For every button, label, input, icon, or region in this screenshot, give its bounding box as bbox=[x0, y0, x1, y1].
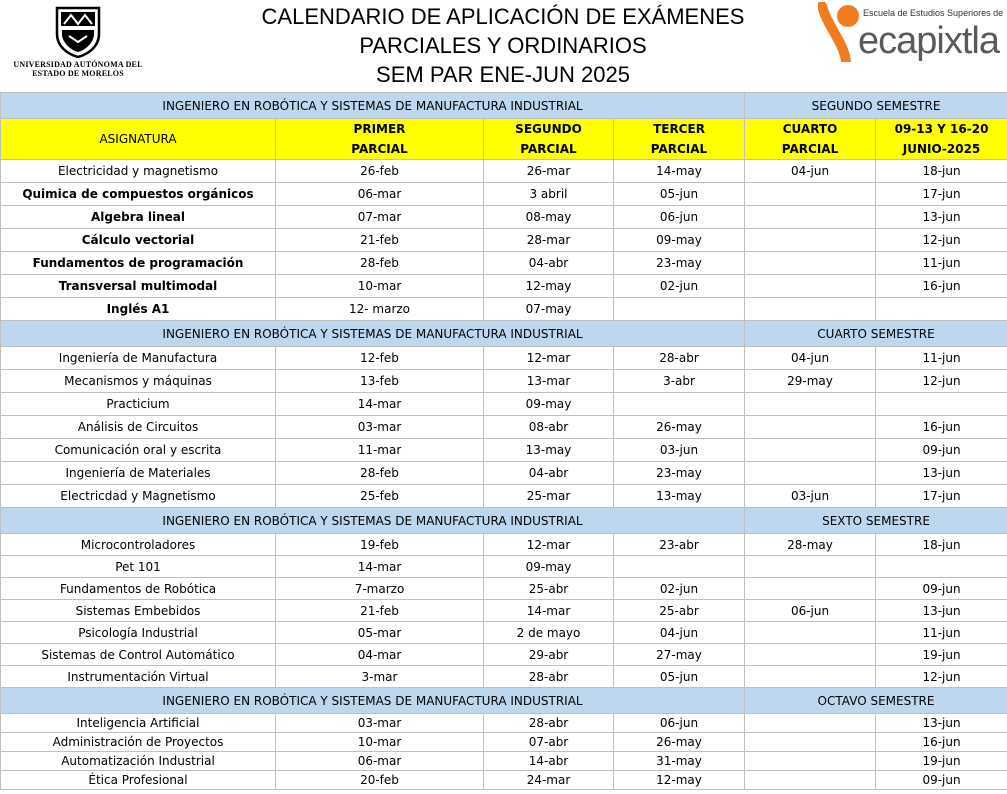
primer-parcial-cell: 12-feb bbox=[276, 347, 484, 370]
ordinario-cell: 13-jun bbox=[876, 462, 1007, 485]
school-name: ecapixtla bbox=[858, 20, 999, 62]
subject-cell: Instrumentación Virtual bbox=[1, 666, 276, 688]
tercer-parcial-cell: 05-jun bbox=[614, 183, 745, 206]
column-header-line: PARCIAL bbox=[520, 142, 577, 156]
ordinario-cell: 16-jun bbox=[876, 416, 1007, 439]
cuarto-parcial-cell bbox=[745, 578, 876, 600]
primer-parcial-cell: 07-mar bbox=[276, 206, 484, 229]
cuarto-parcial-cell: 06-jun bbox=[745, 600, 876, 622]
cuarto-parcial-cell: 04-jun bbox=[745, 160, 876, 183]
university-name-line: ESTADO DE MORELOS bbox=[32, 69, 124, 78]
segundo-parcial-cell: 12-may bbox=[484, 275, 614, 298]
tercer-parcial-cell: 02-jun bbox=[614, 275, 745, 298]
cuarto-parcial-cell bbox=[745, 622, 876, 644]
semester-label: CUARTO SEMESTRE bbox=[745, 321, 1007, 347]
table-row bbox=[1, 416, 1007, 439]
segundo-parcial-cell: 12-mar bbox=[484, 534, 614, 556]
ordinario-cell: 18-jun bbox=[876, 160, 1007, 183]
segundo-parcial-cell: 04-abr bbox=[484, 252, 614, 275]
ordinario-cell: 12-jun bbox=[876, 666, 1007, 688]
segundo-parcial-cell: 3 abril bbox=[484, 183, 614, 206]
cuarto-parcial-cell bbox=[745, 229, 876, 252]
column-header-asignatura: ASIGNATURA bbox=[1, 119, 276, 160]
ordinario-cell: 09-jun bbox=[876, 578, 1007, 600]
cuarto-parcial-cell: 29-may bbox=[745, 370, 876, 393]
segundo-parcial-cell: 08-may bbox=[484, 206, 614, 229]
table-row bbox=[1, 462, 1007, 485]
university-name-line: UNIVERSIDAD AUTÓNOMA DEL bbox=[13, 60, 143, 69]
subject-cell: Ingeniería de Manufactura bbox=[1, 347, 276, 370]
subject-cell: Psicología Industrial bbox=[1, 622, 276, 644]
subject-cell: Sistemas Embebidos bbox=[1, 600, 276, 622]
subject-cell: Análisis de Circuitos bbox=[1, 416, 276, 439]
column-header-primer bbox=[276, 119, 484, 160]
ordinario-cell: 12-jun bbox=[876, 370, 1007, 393]
primer-parcial-cell: 03-mar bbox=[276, 714, 484, 733]
primer-parcial-cell: 05-mar bbox=[276, 622, 484, 644]
table-row bbox=[1, 534, 1007, 556]
tercer-parcial-cell: 03-jun bbox=[614, 439, 745, 462]
primer-parcial-cell: 06-mar bbox=[276, 183, 484, 206]
primer-parcial-cell: 10-mar bbox=[276, 275, 484, 298]
tercer-parcial-cell bbox=[614, 298, 745, 321]
cuarto-parcial-cell bbox=[745, 644, 876, 666]
column-header-ordinario bbox=[876, 119, 1007, 160]
primer-parcial-cell: 25-feb bbox=[276, 485, 484, 508]
title-line: SEM PAR ENE-JUN 2025 bbox=[376, 62, 630, 87]
table-row bbox=[1, 206, 1007, 229]
primer-parcial-cell: 26-feb bbox=[276, 160, 484, 183]
tercer-parcial-cell: 26-may bbox=[614, 416, 745, 439]
segundo-parcial-cell: 13-mar bbox=[484, 370, 614, 393]
subject-cell: Inglés A1 bbox=[1, 298, 276, 321]
table-row bbox=[1, 666, 1007, 688]
ordinario-cell bbox=[876, 298, 1007, 321]
table-row bbox=[1, 252, 1007, 275]
ordinario-cell: 12-jun bbox=[876, 229, 1007, 252]
cuarto-parcial-cell bbox=[745, 252, 876, 275]
table-row bbox=[1, 622, 1007, 644]
subject-cell: Algebra lineal bbox=[1, 206, 276, 229]
cuarto-parcial-cell bbox=[745, 298, 876, 321]
tercer-parcial-cell: 06-jun bbox=[614, 714, 745, 733]
semester-label: SEGUNDO SEMESTRE bbox=[745, 93, 1007, 119]
tercer-parcial-cell: 23-may bbox=[614, 252, 745, 275]
subject-cell: Fundamentos de programación bbox=[1, 252, 276, 275]
primer-parcial-cell: 21-feb bbox=[276, 600, 484, 622]
segundo-parcial-cell: 07-abr bbox=[484, 733, 614, 752]
segundo-parcial-cell: 09-may bbox=[484, 556, 614, 578]
subject-cell: Mecanismos y máquinas bbox=[1, 370, 276, 393]
cuarto-parcial-cell bbox=[745, 666, 876, 688]
primer-parcial-cell: 06-mar bbox=[276, 752, 484, 771]
subject-cell: Electricdad y Magnetismo bbox=[1, 485, 276, 508]
ordinario-cell: 11-jun bbox=[876, 622, 1007, 644]
segundo-parcial-cell: 09-may bbox=[484, 393, 614, 416]
career-title: INGENIERO EN ROBÓTICA Y SISTEMAS DE MANUFACTURA INDUSTRIAL bbox=[1, 688, 745, 714]
uaem-shield-icon bbox=[55, 6, 101, 58]
segundo-parcial-cell: 12-mar bbox=[484, 347, 614, 370]
ordinario-cell: 11-jun bbox=[876, 252, 1007, 275]
school-emblem-icon bbox=[818, 2, 862, 62]
segundo-parcial-cell: 25-mar bbox=[484, 485, 614, 508]
section-header-row bbox=[1, 508, 1007, 534]
primer-parcial-cell: 3-mar bbox=[276, 666, 484, 688]
primer-parcial-cell: 20-feb bbox=[276, 771, 484, 790]
ordinario-cell: 17-jun bbox=[876, 183, 1007, 206]
ordinario-cell: 18-jun bbox=[876, 534, 1007, 556]
cuarto-parcial-cell: 28-may bbox=[745, 534, 876, 556]
subject-cell: Inteligencia Artificial bbox=[1, 714, 276, 733]
segundo-parcial-cell: 28-abr bbox=[484, 666, 614, 688]
tercer-parcial-cell: 13-may bbox=[614, 485, 745, 508]
segundo-parcial-cell: 04-abr bbox=[484, 462, 614, 485]
cuarto-parcial-cell bbox=[745, 733, 876, 752]
tercer-parcial-cell bbox=[614, 556, 745, 578]
tercer-parcial-cell: 05-jun bbox=[614, 666, 745, 688]
subject-cell: Cálculo vectorial bbox=[1, 229, 276, 252]
table-row bbox=[1, 578, 1007, 600]
cuarto-parcial-cell: 03-jun bbox=[745, 485, 876, 508]
segundo-parcial-cell: 28-mar bbox=[484, 229, 614, 252]
cuarto-parcial-cell bbox=[745, 752, 876, 771]
table-row bbox=[1, 752, 1007, 771]
exam-calendar-table bbox=[0, 92, 1007, 790]
tercer-parcial-cell: 23-abr bbox=[614, 534, 745, 556]
cuarto-parcial-cell bbox=[745, 771, 876, 790]
ordinario-cell: 17-jun bbox=[876, 485, 1007, 508]
cuarto-parcial-cell bbox=[745, 183, 876, 206]
column-header-line: PARCIAL bbox=[650, 142, 708, 156]
table-row bbox=[1, 370, 1007, 393]
cuarto-parcial-cell: 04-jun bbox=[745, 347, 876, 370]
table-row bbox=[1, 229, 1007, 252]
cuarto-parcial-cell bbox=[745, 439, 876, 462]
career-title: INGENIERO EN ROBÓTICA Y SISTEMAS DE MANUFACTURA INDUSTRIAL bbox=[1, 508, 745, 534]
section-header-row bbox=[1, 688, 1007, 714]
subject-cell: Fundamentos de Robótica bbox=[1, 578, 276, 600]
subject-cell: Automatización Industrial bbox=[1, 752, 276, 771]
cuarto-parcial-cell bbox=[745, 556, 876, 578]
column-header-line: 09-13 Y 16-20 bbox=[894, 122, 989, 136]
primer-parcial-cell: 04-mar bbox=[276, 644, 484, 666]
segundo-parcial-cell: 07-may bbox=[484, 298, 614, 321]
primer-parcial-cell: 13-feb bbox=[276, 370, 484, 393]
tercer-parcial-cell: 02-jun bbox=[614, 578, 745, 600]
primer-parcial-cell: 12- marzo bbox=[276, 298, 484, 321]
column-header-line: PRIMER bbox=[353, 122, 406, 136]
tercer-parcial-cell: 27-may bbox=[614, 644, 745, 666]
table-row bbox=[1, 600, 1007, 622]
section-header-row bbox=[1, 321, 1007, 347]
tercer-parcial-cell: 04-jun bbox=[614, 622, 745, 644]
table-row bbox=[1, 275, 1007, 298]
title-line: CALENDARIO DE APLICACIÓN DE EXÁMENES bbox=[261, 4, 745, 29]
primer-parcial-cell: 7-marzo bbox=[276, 578, 484, 600]
subject-cell: Administración de Proyectos bbox=[1, 733, 276, 752]
tercer-parcial-cell bbox=[614, 393, 745, 416]
page-header bbox=[0, 0, 1007, 92]
ordinario-cell: 13-jun bbox=[876, 714, 1007, 733]
tercer-parcial-cell: 31-may bbox=[614, 752, 745, 771]
column-header-row bbox=[1, 119, 1007, 160]
column-header-line: PARCIAL bbox=[781, 142, 839, 156]
primer-parcial-cell: 19-feb bbox=[276, 534, 484, 556]
segundo-parcial-cell: 08-abr bbox=[484, 416, 614, 439]
table-row bbox=[1, 160, 1007, 183]
ordinario-cell: 16-jun bbox=[876, 275, 1007, 298]
semester-label: OCTAVO SEMESTRE bbox=[745, 688, 1007, 714]
uaem-logo bbox=[8, 6, 148, 86]
segundo-parcial-cell: 25-abr bbox=[484, 578, 614, 600]
university-name bbox=[8, 60, 148, 78]
subject-cell: Comunicación oral y escrita bbox=[1, 439, 276, 462]
segundo-parcial-cell: 28-abr bbox=[484, 714, 614, 733]
career-title: INGENIERO EN ROBÓTICA Y SISTEMAS DE MANUFACTURA INDUSTRIAL bbox=[1, 93, 745, 119]
column-header-cuarto bbox=[745, 119, 876, 160]
subject-cell: Practicium bbox=[1, 393, 276, 416]
subject-cell: Sistemas de Control Automático bbox=[1, 644, 276, 666]
column-header-line: SEGUNDO bbox=[515, 122, 582, 136]
primer-parcial-cell: 03-mar bbox=[276, 416, 484, 439]
subject-cell: Ética Profesional bbox=[1, 771, 276, 790]
segundo-parcial-cell: 26-mar bbox=[484, 160, 614, 183]
column-header-line: TERCER bbox=[653, 122, 705, 136]
tercer-parcial-cell: 06-jun bbox=[614, 206, 745, 229]
tercer-parcial-cell: 26-may bbox=[614, 733, 745, 752]
segundo-parcial-cell: 14-mar bbox=[484, 600, 614, 622]
tercer-parcial-cell: 14-may bbox=[614, 160, 745, 183]
section-header-row bbox=[1, 93, 1007, 119]
primer-parcial-cell: 14-mar bbox=[276, 393, 484, 416]
table-row bbox=[1, 771, 1007, 790]
tercer-parcial-cell: 25-abr bbox=[614, 600, 745, 622]
column-header-line: PARCIAL bbox=[351, 142, 408, 156]
subject-cell: Transversal multimodal bbox=[1, 275, 276, 298]
ordinario-cell: 09-jun bbox=[876, 439, 1007, 462]
segundo-parcial-cell: 14-abr bbox=[484, 752, 614, 771]
table-row bbox=[1, 556, 1007, 578]
primer-parcial-cell: 28-feb bbox=[276, 462, 484, 485]
cuarto-parcial-cell bbox=[745, 416, 876, 439]
ordinario-cell: 16-jun bbox=[876, 733, 1007, 752]
table-row bbox=[1, 733, 1007, 752]
table-row bbox=[1, 439, 1007, 462]
table-row bbox=[1, 485, 1007, 508]
primer-parcial-cell: 21-feb bbox=[276, 229, 484, 252]
tercer-parcial-cell: 12-may bbox=[614, 771, 745, 790]
tercer-parcial-cell: 09-may bbox=[614, 229, 745, 252]
tercer-parcial-cell: 3-abr bbox=[614, 370, 745, 393]
ordinario-cell: 13-jun bbox=[876, 206, 1007, 229]
title-line: PARCIALES Y ORDINARIOS bbox=[359, 33, 647, 58]
segundo-parcial-cell: 13-may bbox=[484, 439, 614, 462]
segundo-parcial-cell: 24-mar bbox=[484, 771, 614, 790]
cuarto-parcial-cell bbox=[745, 462, 876, 485]
subject-cell: Quimica de compuestos orgánicos bbox=[1, 183, 276, 206]
ordinario-cell: 19-jun bbox=[876, 752, 1007, 771]
table-row bbox=[1, 347, 1007, 370]
ordinario-cell: 19-jun bbox=[876, 644, 1007, 666]
ordinario-cell bbox=[876, 393, 1007, 416]
ordinario-cell: 11-jun bbox=[876, 347, 1007, 370]
school-caption: Escuela de Estudios Superiores de bbox=[863, 8, 1004, 18]
ordinario-cell: 13-jun bbox=[876, 600, 1007, 622]
segundo-parcial-cell: 2 de mayo bbox=[484, 622, 614, 644]
table-row bbox=[1, 714, 1007, 733]
cuarto-parcial-cell bbox=[745, 393, 876, 416]
primer-parcial-cell: 28-feb bbox=[276, 252, 484, 275]
school-logo bbox=[818, 2, 1004, 68]
cuarto-parcial-cell bbox=[745, 714, 876, 733]
column-header-segundo bbox=[484, 119, 614, 160]
page-title bbox=[200, 2, 806, 89]
subject-cell: Microcontroladores bbox=[1, 534, 276, 556]
cuarto-parcial-cell bbox=[745, 275, 876, 298]
subject-cell: Pet 101 bbox=[1, 556, 276, 578]
column-header-line: CUARTO bbox=[782, 122, 838, 136]
cuarto-parcial-cell bbox=[745, 206, 876, 229]
primer-parcial-cell: 11-mar bbox=[276, 439, 484, 462]
table-row bbox=[1, 183, 1007, 206]
tercer-parcial-cell: 28-abr bbox=[614, 347, 745, 370]
column-header-tercer bbox=[614, 119, 745, 160]
ordinario-cell: 09-jun bbox=[876, 771, 1007, 790]
semester-label: SEXTO SEMESTRE bbox=[745, 508, 1007, 534]
primer-parcial-cell: 14-mar bbox=[276, 556, 484, 578]
ordinario-cell bbox=[876, 556, 1007, 578]
primer-parcial-cell: 10-mar bbox=[276, 733, 484, 752]
table-row bbox=[1, 298, 1007, 321]
column-header-line: JUNIO-2025 bbox=[902, 142, 981, 156]
segundo-parcial-cell: 29-abr bbox=[484, 644, 614, 666]
subject-cell: Electricidad y magnetismo bbox=[1, 160, 276, 183]
subject-cell: Ingeniería de Materiales bbox=[1, 462, 276, 485]
career-title: INGENIERO EN ROBÓTICA Y SISTEMAS DE MANUFACTURA INDUSTRIAL bbox=[1, 321, 745, 347]
table-row bbox=[1, 393, 1007, 416]
tercer-parcial-cell: 23-may bbox=[614, 462, 745, 485]
table-row bbox=[1, 644, 1007, 666]
